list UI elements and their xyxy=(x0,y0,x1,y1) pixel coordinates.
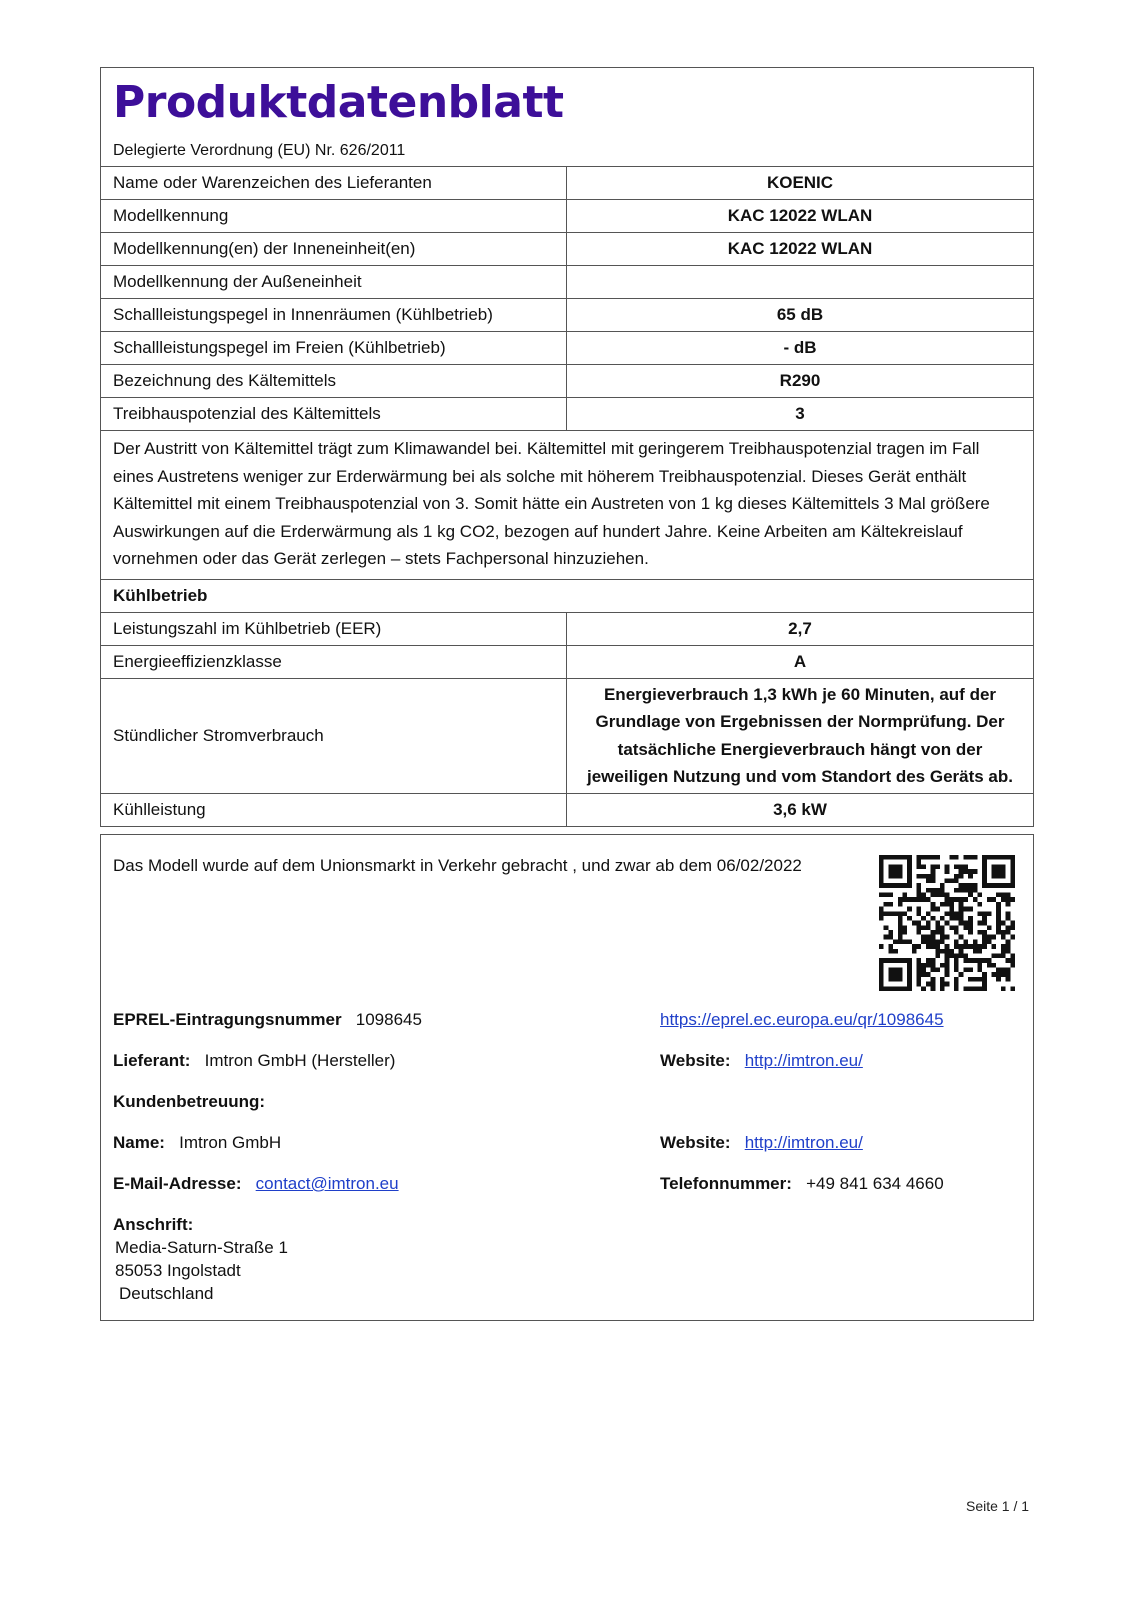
row-label: Name oder Warenzeichen des Lieferanten xyxy=(101,167,567,199)
support-website-link[interactable]: http://imtron.eu/ xyxy=(744,1133,863,1152)
email-line xyxy=(113,1174,399,1194)
market-date-text: Das Modell wurde auf dem Unionsmarkt in Verkehr gebracht , und zwar ab dem 06/02/2022 xyxy=(113,856,802,875)
table-row xyxy=(101,397,1033,430)
row-value: KOENIC xyxy=(766,173,834,192)
row-label: Schallleistungspegel im Freien (Kühlbetrieb) xyxy=(101,332,567,364)
row-label: Modellkennung xyxy=(101,200,567,232)
phone-line xyxy=(660,1174,944,1194)
address-city: 85053 Ingolstadt xyxy=(115,1261,241,1280)
row-value: Energieverbrauch 1,3 kWh je 60 Minuten, auf der Grundlage von Ergebnissen der Normprüfung. Der tatsächliche Energieverbrauch hängt von der jeweiligen Nutzung und vom Standort des Geräts ab. xyxy=(587,684,1013,787)
row-value xyxy=(567,266,1033,298)
email-link[interactable]: contact@imtron.eu xyxy=(255,1174,399,1193)
name-line xyxy=(113,1133,281,1153)
website-label: Website: xyxy=(660,1133,731,1152)
row-value: 65 dB xyxy=(776,305,824,324)
row-value: R290 xyxy=(779,371,821,390)
supplier-line xyxy=(113,1051,395,1071)
row-label: Stündlicher Stromverbrauch xyxy=(101,679,567,793)
page-title: Produktdatenblatt xyxy=(113,77,564,128)
address-street: Media-Saturn-Straße 1 xyxy=(115,1238,288,1257)
row-value: 3 xyxy=(795,404,805,423)
eprel-url-line xyxy=(660,1010,944,1030)
eprel-url-link[interactable]: https://eprel.ec.europa.eu/qr/1098645 xyxy=(660,1010,944,1029)
name-value: Imtron GmbH xyxy=(179,1133,282,1152)
supplier-label: Lieferant: xyxy=(113,1051,191,1070)
phone-label: Telefonnummer: xyxy=(660,1174,792,1193)
section-heading-cooling: Kühlbetrieb xyxy=(101,579,1033,612)
table-row xyxy=(101,612,1033,645)
address-country: Deutschland xyxy=(119,1284,214,1303)
table-row xyxy=(101,645,1033,678)
website-label: Website: xyxy=(660,1051,731,1070)
supplier-website-link[interactable]: http://imtron.eu/ xyxy=(744,1051,863,1070)
row-value: 3,6 kW xyxy=(773,799,827,819)
table-row xyxy=(101,265,1033,298)
address-heading: Anschrift: xyxy=(113,1215,194,1234)
row-value: A xyxy=(793,651,807,671)
row-value: KAC 12022 WLAN xyxy=(727,239,873,258)
row-label: Schallleistungspegel in Innenräumen (Kühlbetrieb) xyxy=(101,299,567,331)
table-row xyxy=(101,331,1033,364)
phone-value: +49 841 634 4660 xyxy=(806,1174,944,1193)
email-label: E-Mail-Adresse: xyxy=(113,1174,242,1193)
table-row xyxy=(101,166,1033,199)
table-row xyxy=(101,678,1033,793)
row-label: Modellkennung(en) der Inneneinheit(en) xyxy=(101,233,567,265)
regulation-subtitle: Delegierte Verordnung (EU) Nr. 626/2011 xyxy=(113,142,406,159)
row-label: Modellkennung der Außeneinheit xyxy=(101,266,567,298)
eprel-label: EPREL-Eintragungsnummer xyxy=(113,1010,342,1029)
row-value: KAC 12022 WLAN xyxy=(727,206,873,225)
eprel-line xyxy=(113,1010,422,1030)
table-row xyxy=(101,298,1033,331)
supplier-website-line xyxy=(660,1051,863,1071)
row-value: 2,7 xyxy=(788,618,812,638)
eprel-number: 1098645 xyxy=(355,1010,422,1029)
supplier-info-box xyxy=(100,834,1034,1321)
qr-code-icon xyxy=(879,855,1015,991)
row-label: Treibhauspotenzial des Kältemittels xyxy=(101,398,567,430)
table-row xyxy=(101,364,1033,397)
support-website-line xyxy=(660,1133,863,1153)
table-row xyxy=(101,793,1033,826)
name-label: Name: xyxy=(113,1133,165,1152)
customer-service-heading: Kundenbetreuung: xyxy=(113,1092,266,1111)
row-label: Energieeffizienzklasse xyxy=(101,646,567,678)
table-row xyxy=(101,199,1033,232)
supplier-value: Imtron GmbH (Hersteller) xyxy=(204,1051,396,1070)
page-number: Seite 1 / 1 xyxy=(966,1498,1030,1514)
row-value: - dB xyxy=(783,338,817,357)
refrigerant-note: Der Austritt von Kältemittel trägt zum Klimawandel bei. Kältemittel mit geringerem Treibhauspotenzial tragen im Fall eines Austretens weniger zur Erderwärmung bei als solche mit höherem Treibhauspotenzial. Dieses Gerät enthält Kältemittel mit einem Treibhauspotenzial von 3. Somit hätte ein Austreten von 1 kg dieses Kältemittels 3 Mal größere Auswirkungen auf die Erderwärmung als 1 kg CO2, bezogen auf hundert Jahre. Keine Arbeiten am Kältekreislauf vornehmen oder das Gerät zerlegen – stets Fachpersonal hinzuziehen. xyxy=(101,430,1033,579)
table-row xyxy=(101,232,1033,265)
row-label: Bezeichnung des Kältemittels xyxy=(101,365,567,397)
product-data-table xyxy=(100,67,1034,827)
row-label: Leistungszahl im Kühlbetrieb (EER) xyxy=(101,613,567,645)
row-label: Kühlleistung xyxy=(101,794,567,826)
